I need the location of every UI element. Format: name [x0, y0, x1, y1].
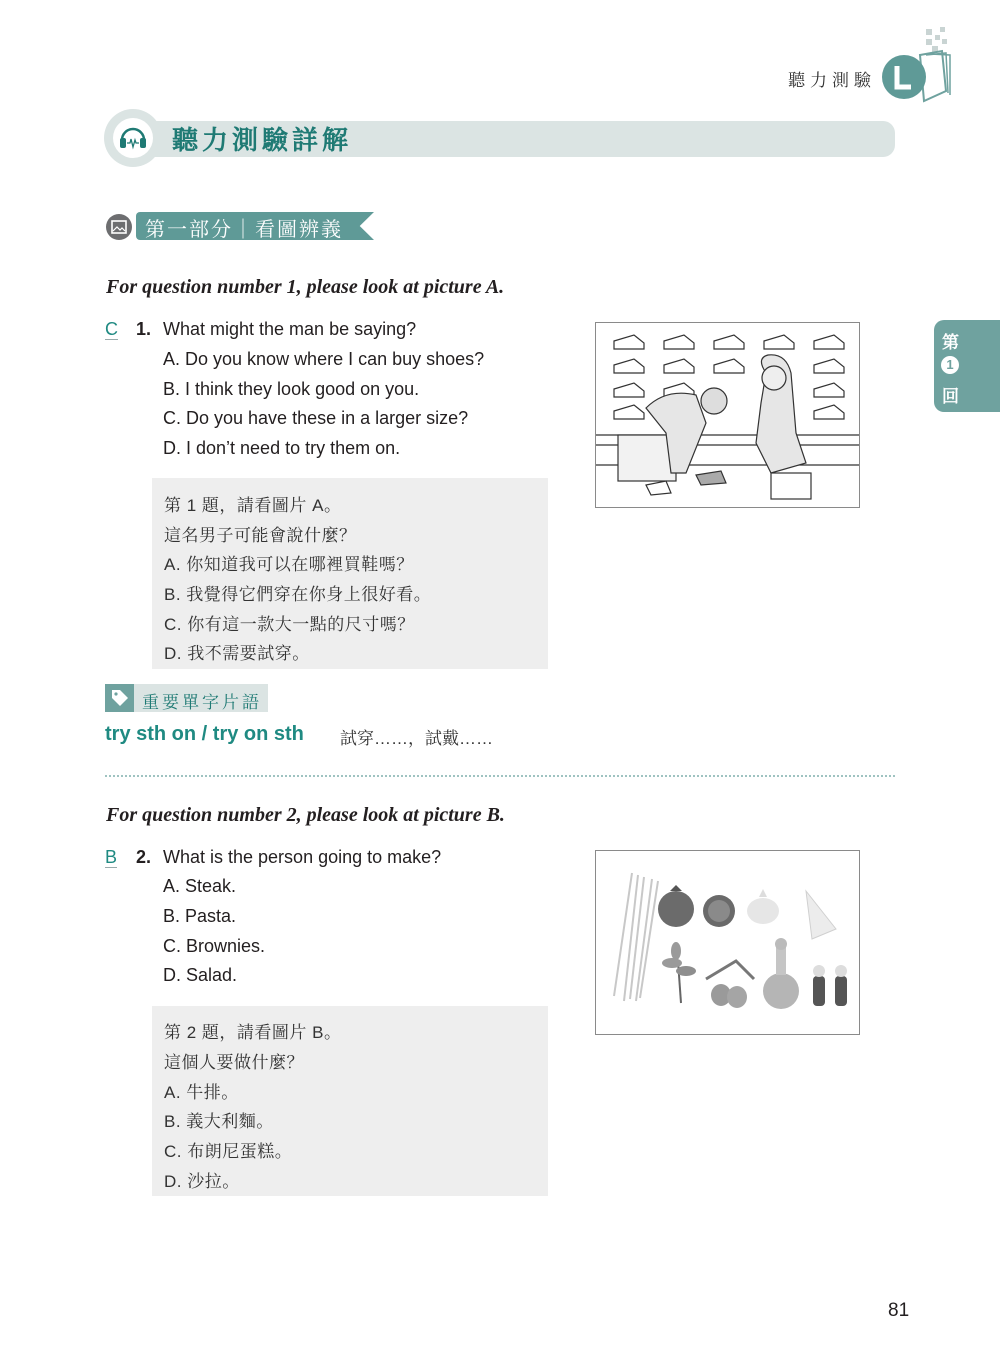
page-number: 81: [888, 1300, 910, 1321]
answer-key: B: [105, 847, 118, 867]
translation-line: C. 你有這一款大一點的尺寸嗎？: [164, 615, 415, 634]
question-intro: For question number 1, please look at picture A.: [106, 276, 505, 298]
option-d: D. I don’t need to try them on.: [163, 438, 401, 458]
translation-line: D. 我不需要試穿。: [164, 644, 310, 663]
cheese: [806, 891, 836, 939]
side-tab-prefix: 第: [942, 333, 959, 352]
question-number: 2.: [136, 847, 152, 867]
garlic: [747, 898, 779, 924]
option-b: B. I think they look good on you.: [163, 379, 420, 399]
option-d: D. Salad.: [163, 965, 238, 985]
spaghetti-sticks: [614, 873, 658, 1001]
pasta-ingredients-illustration: [596, 851, 859, 1034]
question-text: What is the person going to make?: [163, 847, 442, 867]
section-label: 第一部分｜看圖辨義: [145, 219, 343, 241]
side-tab-suffix: 回: [942, 387, 959, 406]
translation-line: 這名男子可能會說什麼？: [164, 526, 357, 545]
vocab-title: 重要單字片語: [142, 693, 262, 712]
translation-line: 這個人要做什麼？: [164, 1053, 304, 1072]
option-c: C. Brownies.: [163, 936, 266, 956]
option-a: A. Steak.: [163, 876, 237, 896]
vocab-definition: 試穿……，試戴……: [340, 729, 493, 748]
side-tab-number: 1: [941, 356, 959, 374]
translation-line: 第 2 題，請看圖片 B。: [164, 1023, 342, 1042]
question-number: 1.: [136, 319, 152, 339]
translation-line: D. 沙拉。: [164, 1172, 240, 1191]
salt-shaker: [813, 976, 825, 1006]
vocab-term: try sth on / try on sth: [105, 723, 304, 745]
headphones-icon: [118, 124, 148, 152]
question-text: What might the man be saying?: [163, 319, 417, 339]
option-b: B. Pasta.: [163, 906, 237, 926]
tomato: [658, 891, 694, 927]
translation-line: 第 1 題，請看圖片 A。: [164, 496, 342, 515]
page-title: 聽力測驗詳解: [172, 125, 353, 155]
translation-line: B. 我覺得它們穿在你身上很好看。: [164, 585, 432, 604]
picture-a: [595, 322, 860, 508]
option-c: C. Do you have these in a larger size?: [163, 408, 469, 428]
translation-line: A. 牛排。: [164, 1083, 239, 1102]
picture-icon: [111, 219, 127, 235]
picture-b: [595, 850, 860, 1035]
option-a: A. Do you know where I can buy shoes?: [163, 349, 485, 369]
answer-key: C: [105, 319, 118, 339]
translation-line: C. 布朗尼蛋糕。: [164, 1142, 293, 1161]
translation-line: B. 義大利麵。: [164, 1112, 274, 1131]
translation-line: A. 你知道我可以在哪裡買鞋嗎？: [164, 555, 414, 574]
section-divider: [105, 775, 895, 777]
question-intro: For question number 2, please look at picture B.: [106, 804, 505, 826]
tag-icon: [110, 688, 130, 708]
shoe-store-illustration: [596, 323, 859, 507]
listening-book-logo-icon: [880, 25, 960, 105]
header-section-label: 聽力測驗: [788, 71, 876, 90]
pepper-shaker: [835, 976, 847, 1006]
oil-bottle: [763, 973, 799, 1009]
